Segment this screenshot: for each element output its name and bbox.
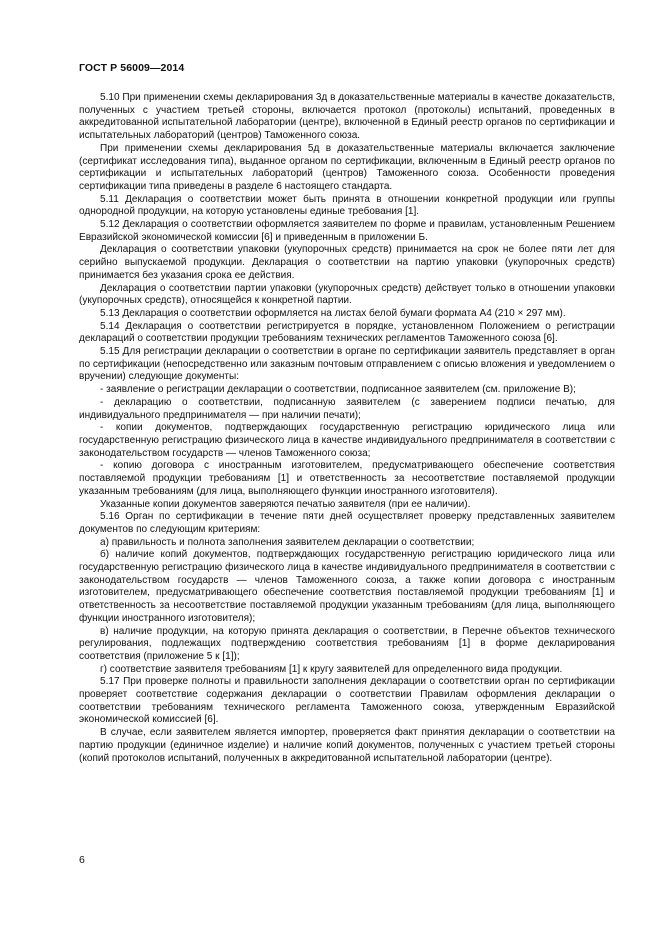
paragraph-5-15: 5.15 Для регистрации декларации о соответствии в органе по сертификации заявитель представляет в орган по сертификации (непосредственно или заказным почтовым отправлением с описью вложения и уведомлением о вручении) следующие документы: [79, 346, 615, 383]
paragraph-5-17-importer: В случае, если заявителем является импортер, проверяется факт принятия декларации о соответствии на партию продукции (единичное изделие) и наличие копий документов, полученных с участием третьей стороны (копий протоколов испытаний, полученных в аккредитованной испытательной лаборатории (центре). [79, 727, 615, 764]
paragraph-copies-certified: Указанные копии документов заверяются печатью заявителя (при ее наличии). [100, 498, 471, 510]
paragraph-5-14: 5.14 Декларация о соответствии регистрируется в порядке, установленном Положением о регистрации деклараций о соответствии продукции требованиям технических регламентов Таможенного союза [6]. [79, 320, 615, 345]
paragraph-5-12: 5.12 Декларация о соответствии оформляется заявителем по форме и правилам, установленным Решением Евразийской экономической комиссии [6] и приведенным в приложении Б. [79, 219, 615, 243]
list-item-declaration: - декларацию о соответствии, подписанную заявителем (с заверением подписи печатью, для индивидуального предпринимателя — при наличии печати); [79, 396, 615, 421]
document-body [79, 92, 615, 765]
page-number: 6 [79, 854, 85, 866]
paragraph-5-10-scheme-5d: При применении схемы декларирования 5д в доказательственные материалы включается заключение (сертификат исследования типа), выданное органом по сертификации, включенным в Единый реестр органов по сертификации и испытательных лабораторий (центров) Таможенного союза. Особенности проведения сертификации типа приведены в разделе 6 настоящего стандарта. [79, 142, 615, 192]
criterion-b: б) наличие копий документов, подтверждающих государственную регистрацию юридического лица или государственную регистрацию физического лица в качестве индивидуального предпринимателя в соответствии с законодательством государств — членов Таможенного союза, а также копии договора с иностранным изготовителем, предусматривающего обеспечение соответствия поставляемой продукции требованиям [1] и ответственность за несоответствие поставляемой продукции указанным требованиям (для лица, выполняющего функции иностранного изготовителя); [79, 549, 615, 624]
paragraph-5-13: 5.13 Декларация о соответствии оформляется на листах белой бумаги формата А4 (210 × 297 мм). [100, 307, 566, 319]
criterion-v: в) наличие продукции, на которую принята декларация о соответствии, в Перечне объектов технического регулирования, подлежащих подтверждению соответствия требованиям [1] в форме декларирования соответствия (приложение 5 к [1]); [79, 625, 615, 662]
paragraph-5-16: 5.16 Орган по сертификации в течение пяти дней осуществляет проверку представленных заявителем документов по следующим критериям: [79, 511, 615, 535]
criterion-a: а) правильность и полнота заполнения заявителем декларации о соответствии; [100, 536, 475, 548]
list-item-contract-copy: - копию договора с иностранным изготовителем, предусматривающего обеспечение соответствия поставляемой продукции требованиям [1] и ответственность за несоответствие поставляемой продукции указанным требованиям (для лица, выполняющего функции иностранного изготовителя). [79, 460, 615, 497]
document-header: ГОСТ Р 56009—2014 [79, 62, 185, 74]
paragraph-5-11: 5.11 Декларация о соответствии может быть принята в отношении конкретной продукции или группы однородной продукции, на которую установлены единые требования [1]. [79, 193, 615, 218]
paragraph-5-12-batch: Декларация о соответствии партии упаковки (укупорочных средств) действует только в отношении упаковки (укупорочных средств), относящейся к конкретной партии. [79, 282, 615, 307]
paragraph-5-17: 5.17 При проверке полноты и правильности заполнения декларации о соответствии орган по сертификации проверяет соответствие содержания декларации о соответствии Правилам оформления декларации о соответствии требованиям технического регламента Таможенного союза, утвержденным Евразийской экономической комиссией [6]. [79, 676, 615, 726]
paragraph-5-10: 5.10 При применении схемы декларирования 3д в доказательственные материалы в качестве доказательств, полученных с участием третьей стороны, включается протокол (протоколы) испытаний, проведенных в аккредитованной испытательной лаборатории (центре), включенной в Единый реестр органов по сертификации и испытательных лабораторий (центров) Таможенного союза. [79, 92, 615, 142]
criterion-g: г) соответствие заявителя требованиям [1] к кругу заявителей для определенного вида продукции. [100, 663, 563, 675]
list-item-application: - заявление о регистрации декларации о соответствии, подписанное заявителем (см. приложение В); [100, 384, 576, 396]
paragraph-5-12-term: Декларация о соответствии упаковки (укупорочных средств) принимается на срок не более пяти лет для серийно выпускаемой продукции. Декларация о соответствии на партию упаковки (укупорочных средств) принимается без указания срока ее действия. [79, 244, 615, 281]
list-item-registration-copies: - копии документов, подтверждающих государственную регистрацию юридического лица или государственную регистрацию физического лица в качестве индивидуального предпринимателя в соответствии с законодательством государств — членов Таможенного союза; [79, 422, 615, 459]
